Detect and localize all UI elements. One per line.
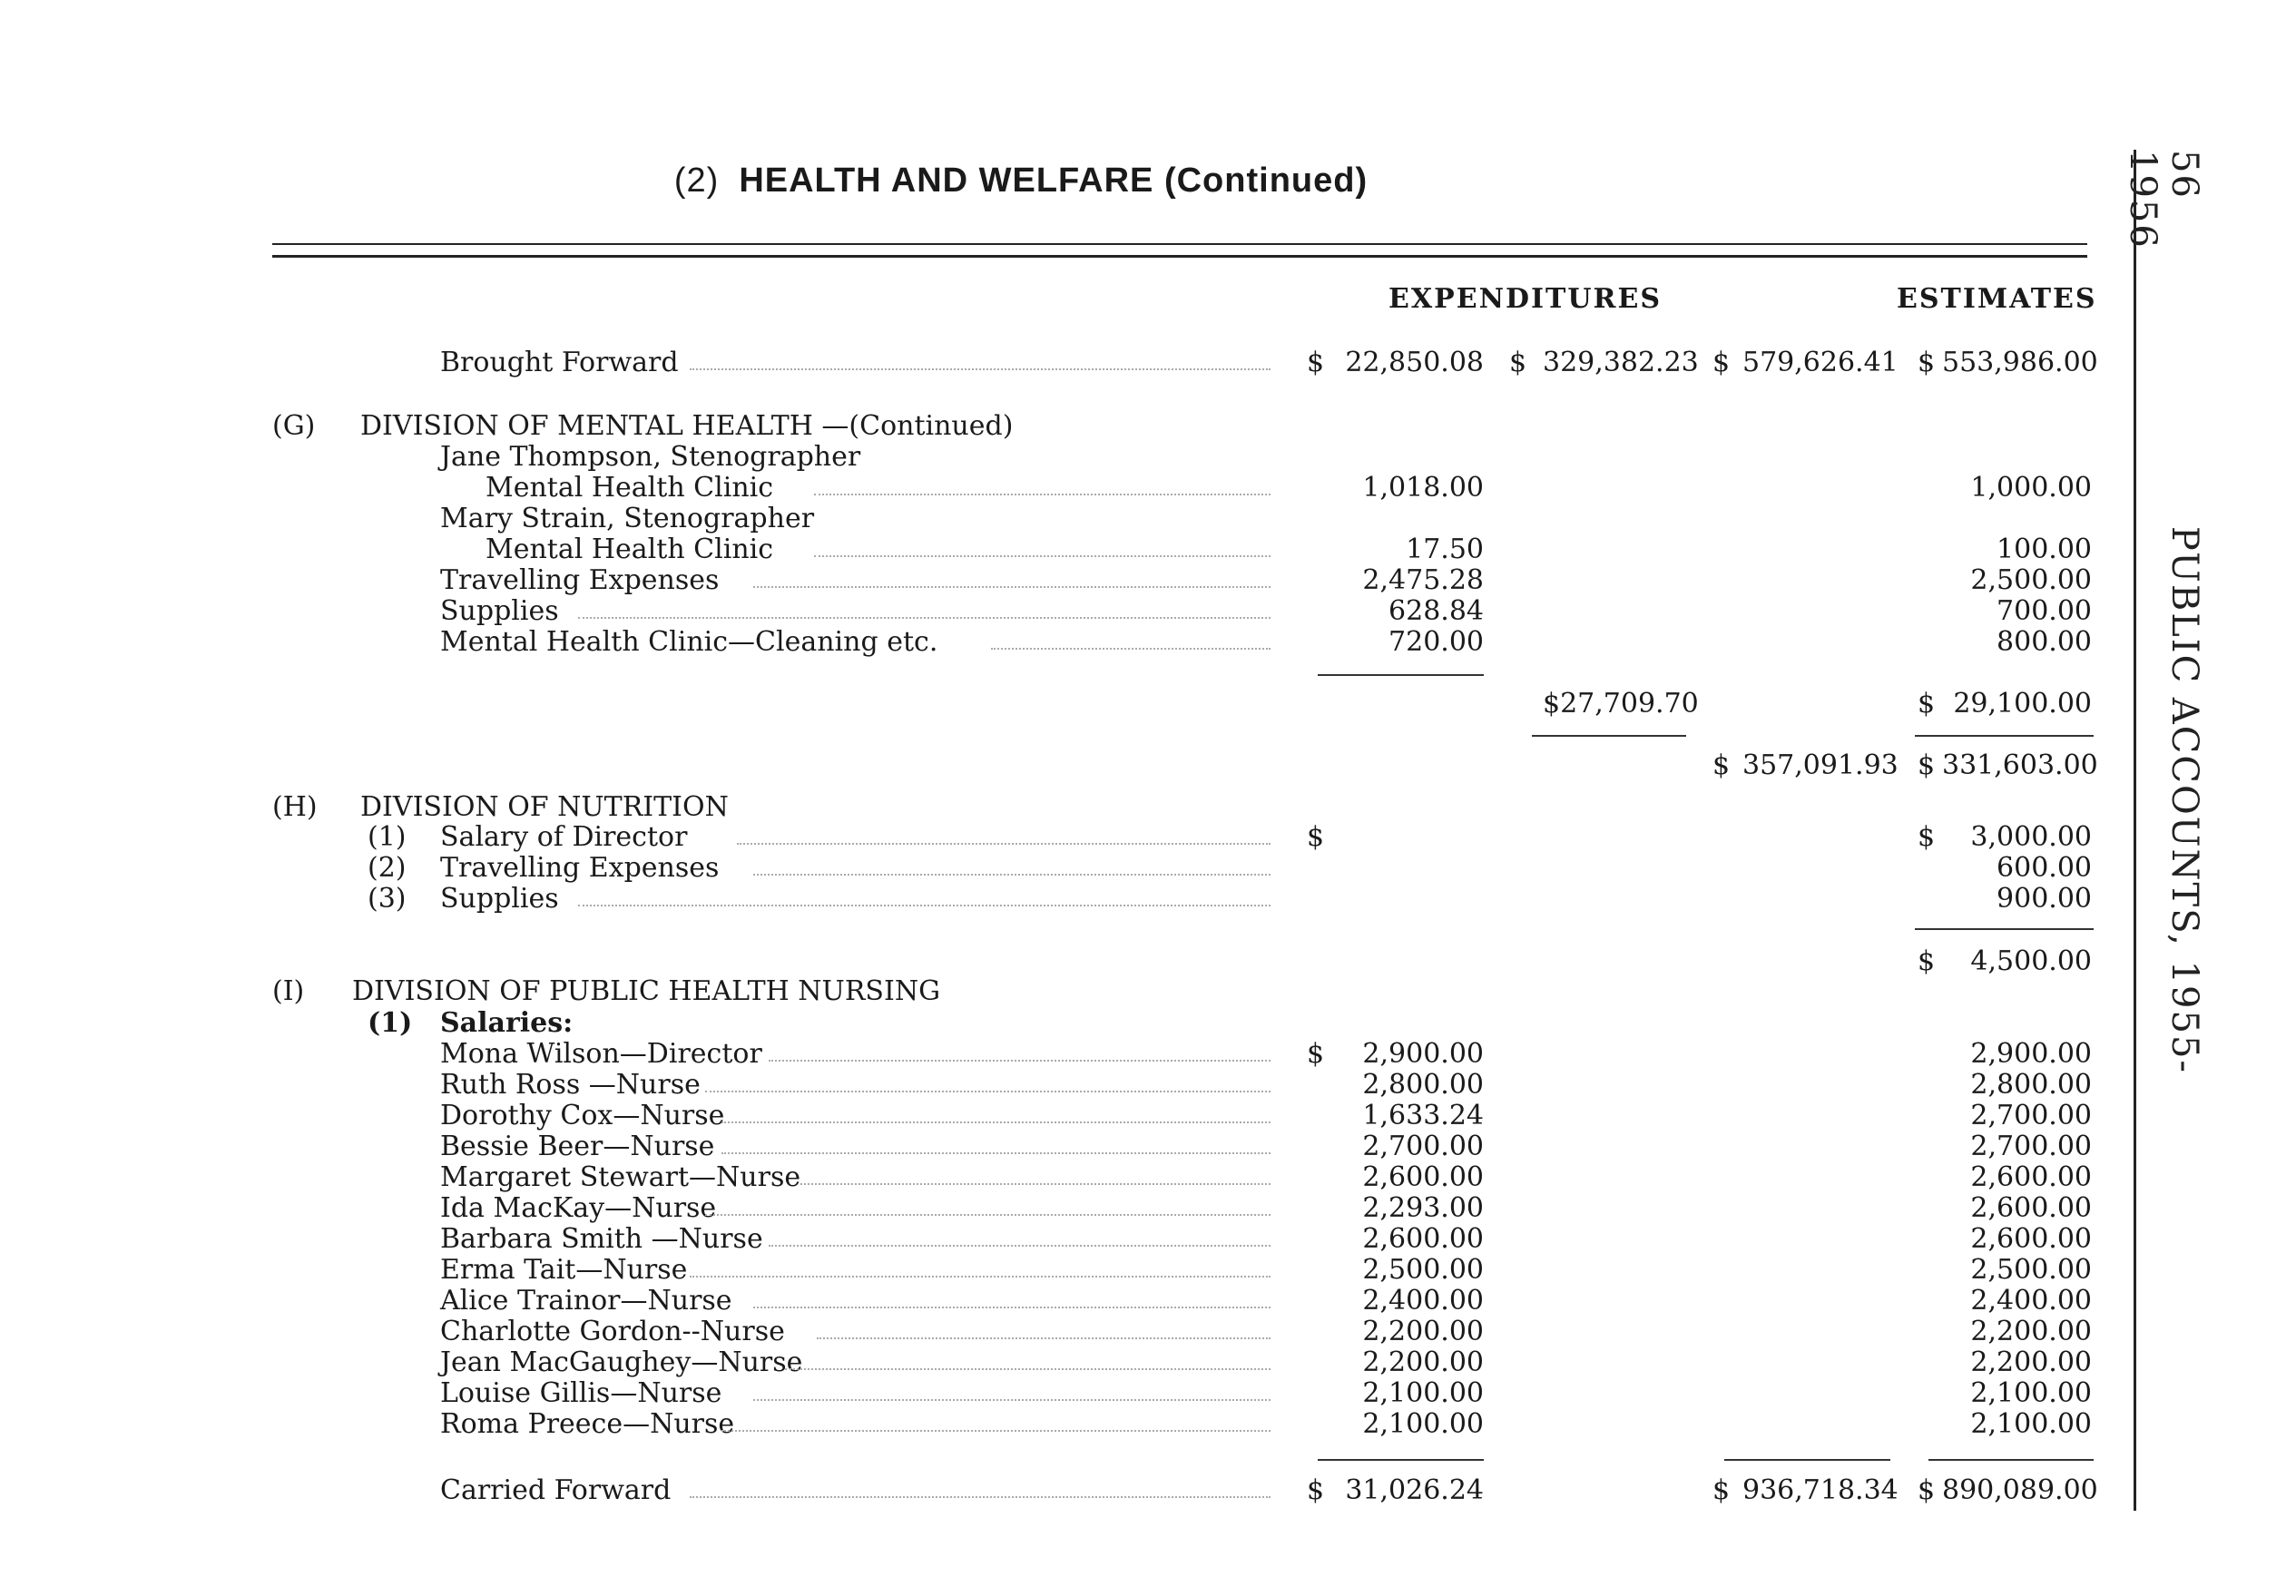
row-label: Margaret Stewart—Nurse	[440, 1161, 801, 1193]
table-row	[0, 1346, 2178, 1377]
subtotal-rule	[1318, 674, 1484, 676]
amount-estimates-2: 2,900.00	[1970, 1038, 2092, 1070]
amount-estimates-2: 600.00	[1997, 852, 2092, 884]
table-row	[0, 1100, 2178, 1131]
amount-expenditures-1: 2,700.00	[1362, 1131, 1484, 1162]
subtotal-rule	[1915, 928, 2094, 930]
total-rule	[1318, 1459, 1484, 1461]
table-row	[0, 564, 2178, 595]
running-title: PUBLIC ACCOUNTS, 1955-1956	[2122, 150, 2205, 1074]
row-label: Alice Trainor—Nurse	[440, 1285, 732, 1317]
table-row	[0, 1408, 2178, 1439]
leader-dots	[721, 1121, 1271, 1123]
amount-estimates-2: 331,603.00	[1942, 749, 2098, 781]
leader-dots	[753, 586, 1271, 588]
amount-expenditures-1: 2,800.00	[1362, 1069, 1484, 1101]
amount-estimates-1: 936,718.34	[1742, 1474, 1899, 1506]
division-i-heading	[0, 975, 2178, 1006]
page-number: 56	[2164, 150, 2205, 200]
amount-expenditures-1: 2,100.00	[1362, 1377, 1484, 1409]
table-row	[0, 626, 2178, 657]
amount-estimates-2: 2,200.00	[1970, 1346, 2092, 1378]
leader-dots	[814, 494, 1271, 495]
division-title: DIVISION OF MENTAL HEALTH —(Continued)	[360, 410, 1014, 442]
dollar-sign: $	[1307, 347, 1325, 378]
dollar-sign: $	[1918, 945, 1936, 977]
table-row	[0, 883, 2178, 914]
carried-forward-row	[0, 1474, 2178, 1505]
subtotal-rule	[1532, 735, 1686, 737]
leader-dots	[721, 1430, 1271, 1432]
dollar-sign: $	[1307, 821, 1325, 853]
leader-dots	[769, 1060, 1271, 1062]
amount-expenditures-1: 2,475.28	[1362, 564, 1484, 596]
leader-dots	[578, 617, 1271, 619]
row-number: (3)	[368, 883, 407, 915]
amount-expenditures-1: 2,200.00	[1362, 1316, 1484, 1347]
row-label: Mental Health Clinic	[486, 472, 774, 504]
division-g-subtotal	[0, 688, 2178, 719]
amount-estimates-2: 900.00	[1997, 883, 2092, 915]
amount-expenditures-1: 2,100.00	[1362, 1408, 1484, 1440]
row-label: Mary Strain, Stenographer	[440, 503, 815, 534]
row-number: (1)	[368, 821, 407, 853]
row-label: Jane Thompson, Stenographer	[440, 441, 861, 473]
division-tag: (H)	[272, 791, 318, 823]
leader-dots	[800, 1183, 1271, 1185]
leader-dots	[737, 843, 1271, 845]
dollar-sign: $	[1712, 347, 1731, 378]
row-label: Ruth Ross —Nurse	[440, 1069, 701, 1101]
row-label: Erma Tait—Nurse	[440, 1254, 688, 1286]
amount-expenditures-1: 17.50	[1406, 534, 1484, 565]
amount-estimates-2: 1,000.00	[1970, 472, 2092, 504]
amount-expenditures-1: 2,200.00	[1362, 1346, 1484, 1378]
amount-estimates-2: 2,500.00	[1970, 1254, 2092, 1286]
total-rule	[1928, 1459, 2094, 1461]
table-row	[0, 1192, 2178, 1223]
amount-expenditures-1: 2,600.00	[1362, 1223, 1484, 1255]
division-g-total	[0, 749, 2178, 780]
amount-estimates-2: 2,600.00	[1970, 1223, 2092, 1255]
amount-estimates-2: 890,089.00	[1942, 1474, 2098, 1506]
amount-estimates-2: 2,600.00	[1970, 1192, 2092, 1224]
division-tag: (I)	[272, 975, 305, 1007]
brought-forward-row	[0, 347, 2178, 377]
amount-estimates-2: 2,700.00	[1970, 1100, 2092, 1131]
amount-expenditures-1: 2,500.00	[1362, 1254, 1484, 1286]
table-row	[0, 595, 2178, 626]
division-title: DIVISION OF PUBLIC HEALTH NURSING	[352, 975, 941, 1007]
amount-estimates-2: 2,700.00	[1970, 1131, 2092, 1162]
brought-forward-label: Brought Forward	[440, 347, 679, 378]
amount-estimates-1: 357,091.93	[1742, 749, 1899, 781]
amount-estimates-2: 2,100.00	[1970, 1377, 2092, 1409]
subtotal-rule	[1915, 735, 2094, 737]
row-label: Bessie Beer—Nurse	[440, 1131, 715, 1162]
amount-expenditures-1: 31,026.24	[1345, 1474, 1484, 1506]
leader-dots	[753, 874, 1271, 876]
row-label: Travelling Expenses	[440, 852, 720, 884]
header-rule-top	[272, 243, 2087, 245]
dollar-sign: $	[1509, 347, 1527, 378]
amount-estimates-2: 2,100.00	[1970, 1408, 2092, 1440]
amount-expenditures-2: $27,709.70	[1543, 688, 1699, 720]
amount-estimates-2: 3,000.00	[1970, 821, 2092, 853]
leader-dots	[753, 1399, 1271, 1401]
division-h-heading	[0, 791, 2178, 822]
dollar-sign: $	[1918, 1474, 1936, 1506]
amount-estimates-1: 579,626.41	[1742, 347, 1899, 378]
amount-expenditures-1: 22,850.08	[1345, 347, 1484, 378]
header-rule-bottom	[272, 255, 2087, 258]
table-row	[0, 472, 2178, 503]
division-h-total	[0, 945, 2178, 976]
amount-estimates-2: 2,400.00	[1970, 1285, 2092, 1317]
leader-dots	[690, 1496, 1271, 1498]
carried-forward-label: Carried Forward	[440, 1474, 672, 1506]
dollar-sign: $	[1918, 688, 1936, 720]
row-label: Mental Health Clinic—Cleaning etc.	[440, 626, 938, 658]
amount-estimates-2: 2,600.00	[1970, 1161, 2092, 1193]
amount-expenditures-1: 1,018.00	[1362, 472, 1484, 504]
table-row	[0, 1285, 2178, 1316]
subsection-title: Salaries:	[440, 1007, 574, 1039]
amount-expenditures-1: 720.00	[1388, 626, 1484, 658]
dollar-sign: $	[1712, 749, 1731, 781]
amount-expenditures-1: 2,400.00	[1362, 1285, 1484, 1317]
row-label: Supplies	[440, 883, 559, 915]
leader-dots	[814, 555, 1271, 557]
dollar-sign: $	[1918, 347, 1936, 378]
amount-expenditures-2: 329,382.23	[1543, 347, 1699, 378]
row-label: Travelling Expenses	[440, 564, 720, 596]
amount-estimates-2: 29,100.00	[1953, 688, 2092, 720]
leader-dots	[690, 368, 1271, 370]
division-tag: (G)	[272, 410, 316, 442]
row-number: (1)	[368, 1007, 413, 1039]
row-label: Charlotte Gordon--Nurse	[440, 1316, 785, 1347]
row-number: (2)	[368, 852, 407, 884]
table-row	[0, 1161, 2178, 1192]
section-number: (2)	[673, 162, 720, 200]
table-row	[0, 441, 2178, 472]
leader-dots	[817, 1337, 1271, 1339]
leader-dots	[785, 1368, 1271, 1370]
dollar-sign: $	[1307, 1038, 1325, 1070]
amount-estimates-2: 100.00	[1997, 534, 2092, 565]
leader-dots	[690, 1276, 1271, 1278]
amount-estimates-2: 2,200.00	[1970, 1316, 2092, 1347]
row-label: Barbara Smith —Nurse	[440, 1223, 763, 1255]
leader-dots	[721, 1152, 1271, 1154]
amount-estimates-2: 2,800.00	[1970, 1069, 2092, 1101]
row-label: Roma Preece—Nurse	[440, 1408, 735, 1440]
amount-estimates-2: 700.00	[1997, 595, 2092, 627]
row-label: Supplies	[440, 595, 559, 627]
table-row	[0, 1377, 2178, 1408]
table-row	[0, 1069, 2178, 1100]
total-rule	[1724, 1459, 1890, 1461]
leader-dots	[753, 1307, 1271, 1308]
leader-dots	[705, 1214, 1271, 1216]
table-row	[0, 1316, 2178, 1346]
table-row	[0, 1223, 2178, 1254]
column-header-estimates: ESTIMATES	[1897, 283, 2097, 315]
amount-expenditures-1: 628.84	[1388, 595, 1484, 627]
row-label: Salary of Director	[440, 821, 688, 853]
row-label: Louise Gillis—Nurse	[440, 1377, 722, 1409]
amount-estimates-2: 2,500.00	[1970, 564, 2092, 596]
amount-estimates-2: 4,500.00	[1970, 945, 2092, 977]
division-g-heading	[0, 410, 2178, 441]
table-row	[0, 1131, 2178, 1161]
amount-expenditures-1: 2,900.00	[1362, 1038, 1484, 1070]
table-row	[0, 821, 2178, 852]
row-label: Mental Health Clinic	[486, 534, 774, 565]
page-title	[0, 162, 2169, 201]
section-title: HEALTH AND WELFARE (Continued)	[739, 162, 1369, 200]
dollar-sign: $	[1307, 1474, 1325, 1506]
amount-estimates-2: 553,986.00	[1942, 347, 2098, 378]
row-label: Ida MacKay—Nurse	[440, 1192, 717, 1224]
amount-estimates-2: 800.00	[1997, 626, 2092, 658]
amount-expenditures-1: 1,633.24	[1362, 1100, 1484, 1131]
dollar-sign: $	[1918, 749, 1936, 781]
division-title: DIVISION OF NUTRITION	[360, 791, 729, 823]
amount-expenditures-1: 2,600.00	[1362, 1161, 1484, 1193]
table-row	[0, 1254, 2178, 1285]
table-row	[0, 852, 2178, 883]
table-row	[0, 1038, 2178, 1069]
dollar-sign: $	[1918, 821, 1936, 853]
leader-dots	[705, 1091, 1271, 1092]
row-label: Mona Wilson—Director	[440, 1038, 762, 1070]
table-row	[0, 503, 2178, 534]
dollar-sign: $	[1712, 1474, 1731, 1506]
column-header-expenditures: EXPENDITURES	[1388, 283, 1662, 315]
row-label: Jean MacGaughey—Nurse	[440, 1346, 803, 1378]
leader-dots	[991, 648, 1271, 650]
leader-dots	[578, 905, 1271, 906]
salaries-subheading	[0, 1007, 2178, 1038]
table-row	[0, 534, 2178, 564]
amount-expenditures-1: 2,293.00	[1362, 1192, 1484, 1224]
row-label: Dorothy Cox—Nurse	[440, 1100, 725, 1131]
leader-dots	[769, 1245, 1271, 1247]
